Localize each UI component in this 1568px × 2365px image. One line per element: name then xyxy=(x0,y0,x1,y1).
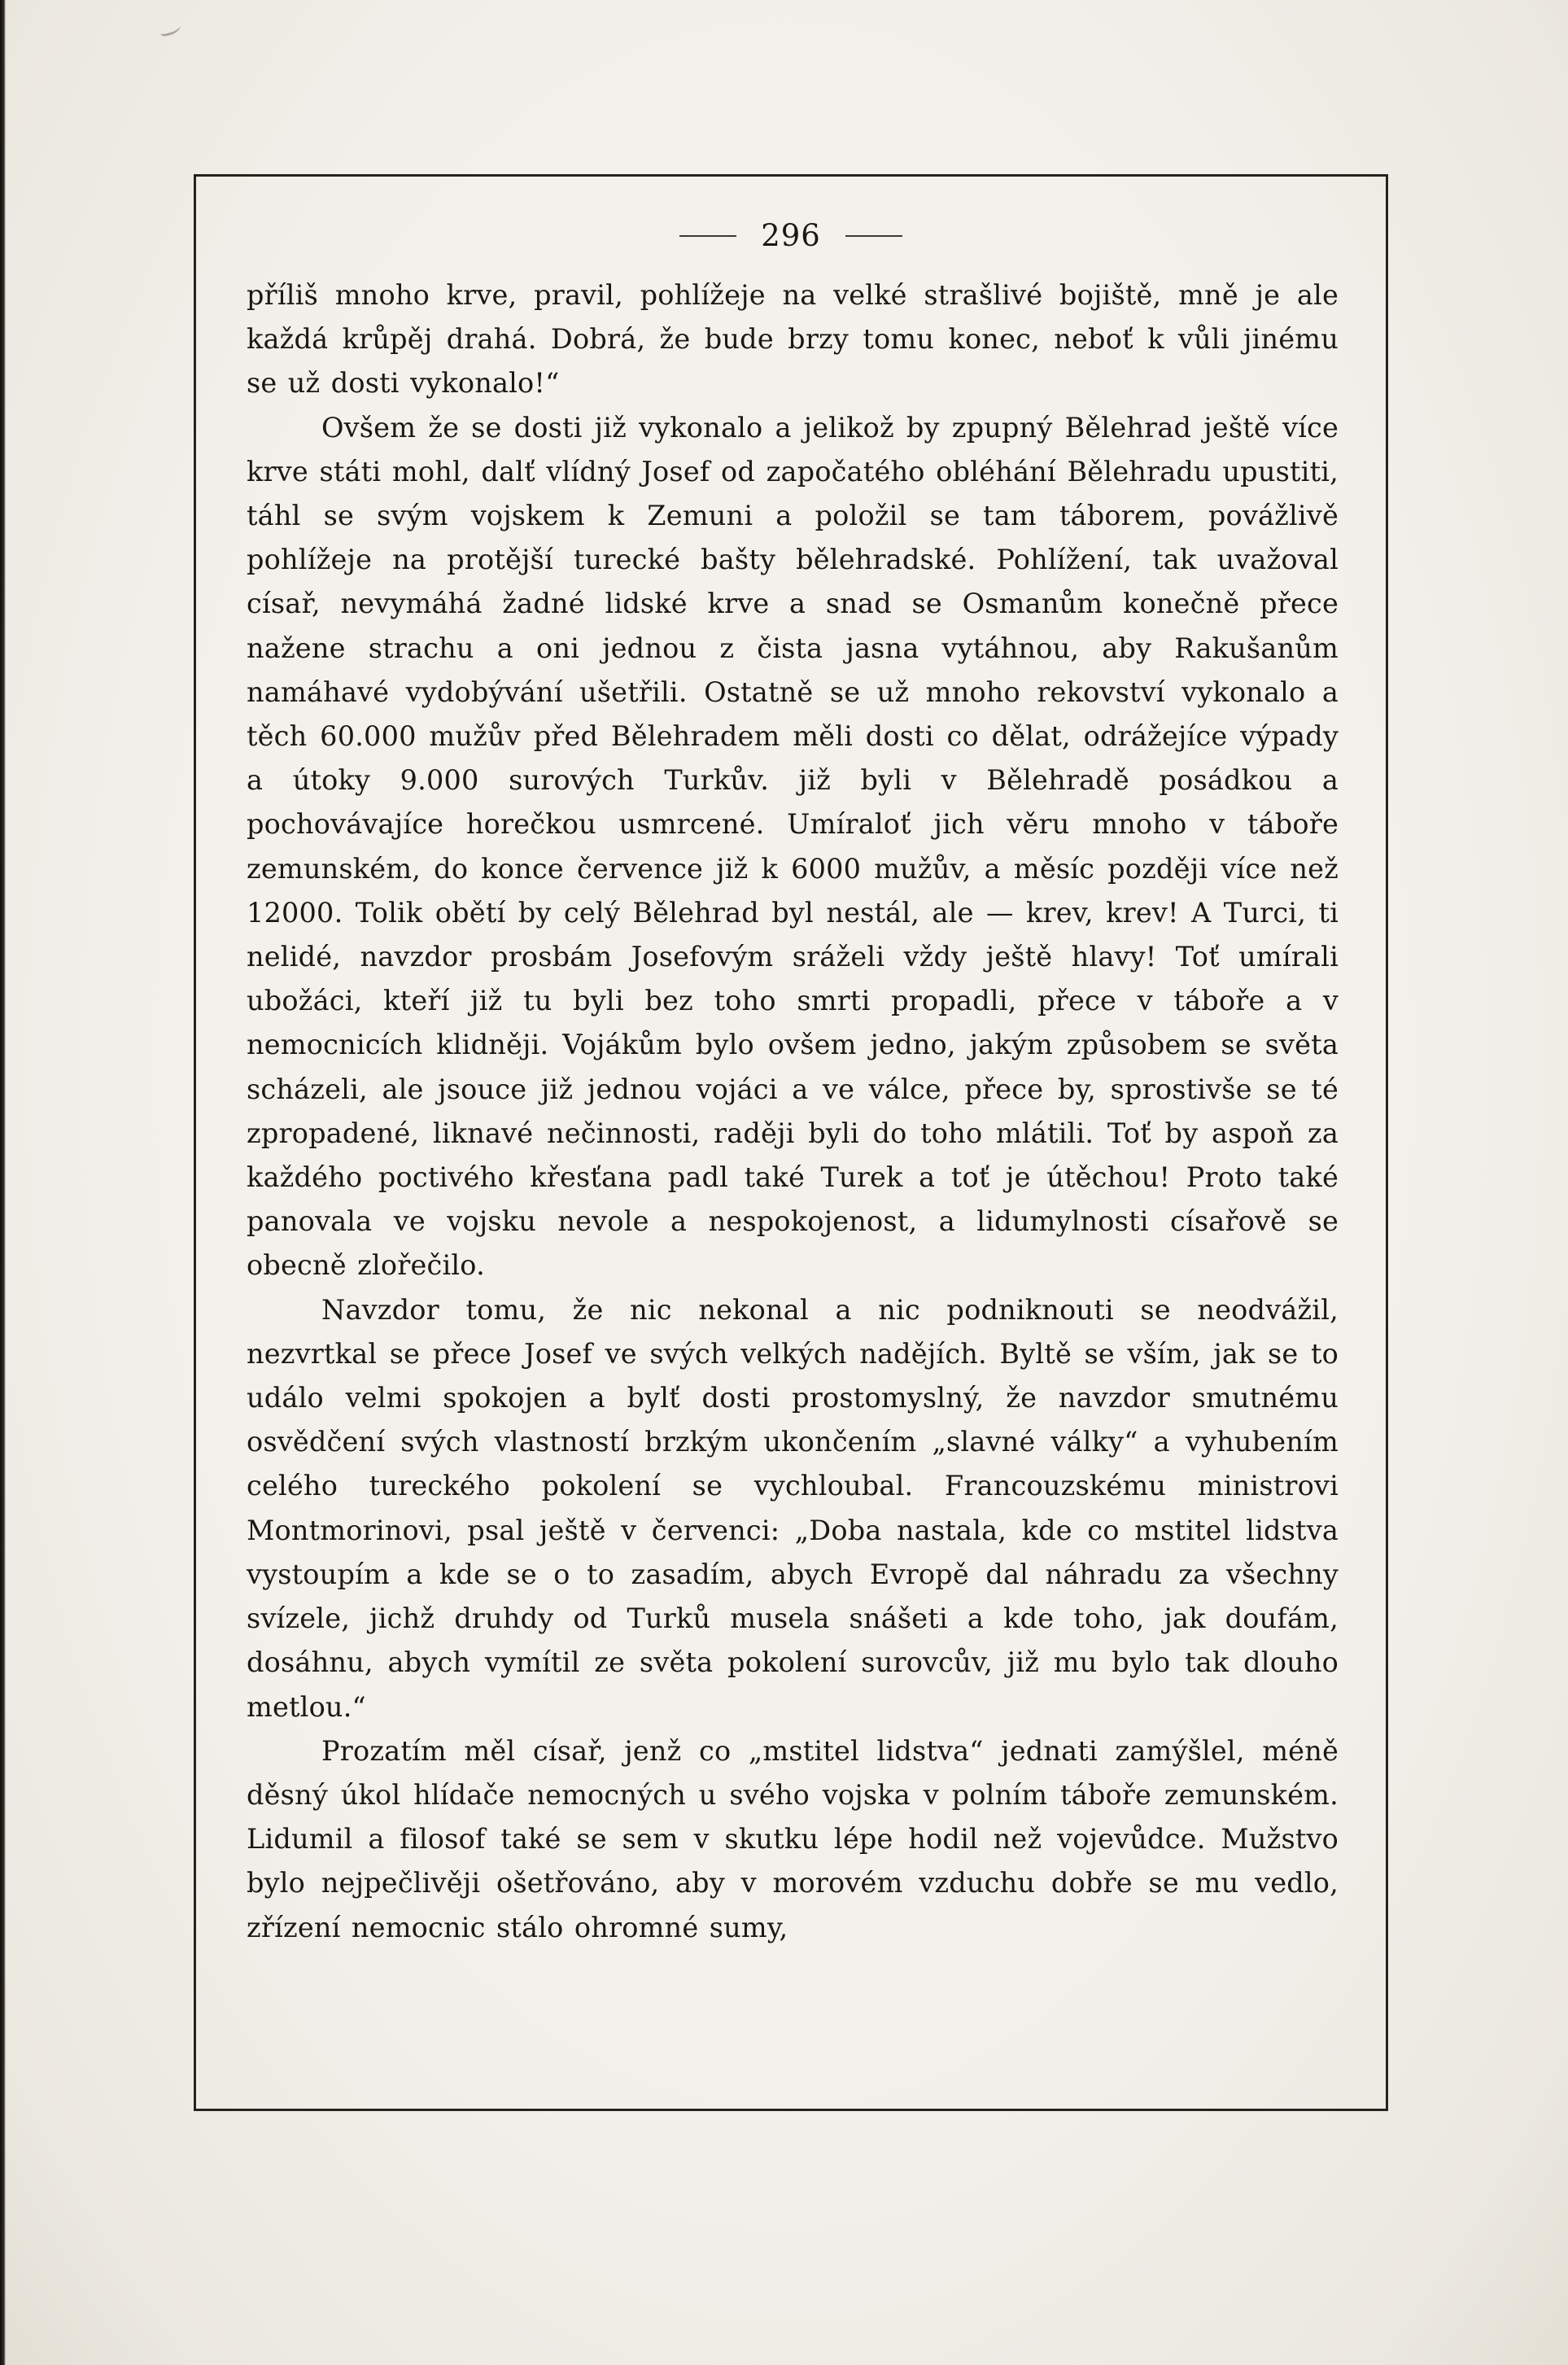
paragraph: Navzdor tomu, že nic nekonal a nic podniknouti se neodvážil, nezvrtkal se přece Josef ve svých velkých nadějích. Byltě se vším, jak se to událo velmi spokojen a bylť dosti prostomyslný, že navzdor smutnému osvědčení svých vlastností brzkým ukončením „slavné války“ a vyhubením celého tureckého pokolení se vychloubal. Francouzskému ministrovi Montmorinovi, psal ještě v červenci: „Doba nastala, kde co mstitel lidstva vystoupím a kde se o to zasadím, abych Evropě dal náhradu za všechny svízele, jichž druhdy od Turků musela snášeti a kde toho, jak doufám, dosáhnu, abych vymítil ze světa pokolení surovcův, již mu bylo tak dlouho metlou.“ xyxy=(247,1293,1339,1723)
page-frame xyxy=(194,174,1388,2111)
page-number: 296 xyxy=(761,218,821,253)
paragraph: Ovšem že se dosti již vykonalo a jelikož by zpupný Bělehrad ještě více krve státi mohl, dalť vlídný Josef od započatého obléhání Bělehradu upustiti, táhl se svým vojskem k Zemuni a položil se tam táborem, povážlivě pohlížeje na protější turecké bašty bělehradské. Pohlížení, tak uvažoval císař, nevymáhá žadné lidské krve a snad se Osmanům konečně přece nažene strachu a oni jednou z čista jasna vytáhnou, aby Rakušanům namáhavé vydobývání ušetřili. Ostatně se už mnoho rekovství vykonalo a těch 60.000 mužův před Bělehradem měli dosti co dělat, odrážejíce výpady a útoky 9.000 surových Turkův. již byli v Bělehradě posádkou a pochovávajíce horečkou usmrcené. Umíraloť jich věru mnoho v táboře zemunském, do konce července již k 6000 mužův, a měsíc později více než 12000. Tolik obětí by celý Bělehrad byl nestál, ale — krev, krev! A Turci, ti nelidé, navzdor prosbám Josefovým sráželi vždy ještě hlavy! Toť umírali ubožáci, kteří již tu byli bez toho smrti propadli, přece v táboře a v nemocnicích klidněji. Vojákům bylo ovšem jedno, jakým způsobem se světa scházeli, ale jsouce již jednou vojáci a ve válce, přece by, sprostivše se té zpropadené, liknavé nečinnosti, raději byli do toho mlátili. Toť by aspoň za každého poctivého křesťana padl také Turek a toť je útěchou! Proto také panovala ve vojsku nevole a nespokojenost, a lidumylnosti císařově se obecně zlořečilo. xyxy=(247,411,1339,1282)
page-text-block xyxy=(247,273,1339,1950)
paragraph: Prozatím měl císař, jenž co „mstitel lidstva“ jednati zamýšlel, méně děsný úkol hlídače nemocných u svého vojska v polním táboře zemunském. Lidumil a filosof také se sem v skutku lépe hodil než vojevůdce. Mužstvo bylo nejpečlivěji ošetřováno, aby v morovém vzduchu dobře se mu vedlo, zřízení nemocnic stálo ohromné sumy, xyxy=(247,1734,1339,1943)
page-header xyxy=(196,218,1386,253)
scan-edge-shadow xyxy=(0,0,6,2365)
pencil-mark-artifact xyxy=(159,20,182,37)
paragraph: příliš mnoho krve, pravil, pohlížeje na velké strašlivé bojiště, mně je ale každá krůpěj drahá. Dobrá, že bude brzy tomu konec, neboť k vůli jinému se už dosti vykonalo!“ xyxy=(247,279,1339,400)
page-number-rule-right xyxy=(845,235,902,237)
page-number-rule-left xyxy=(679,235,736,237)
